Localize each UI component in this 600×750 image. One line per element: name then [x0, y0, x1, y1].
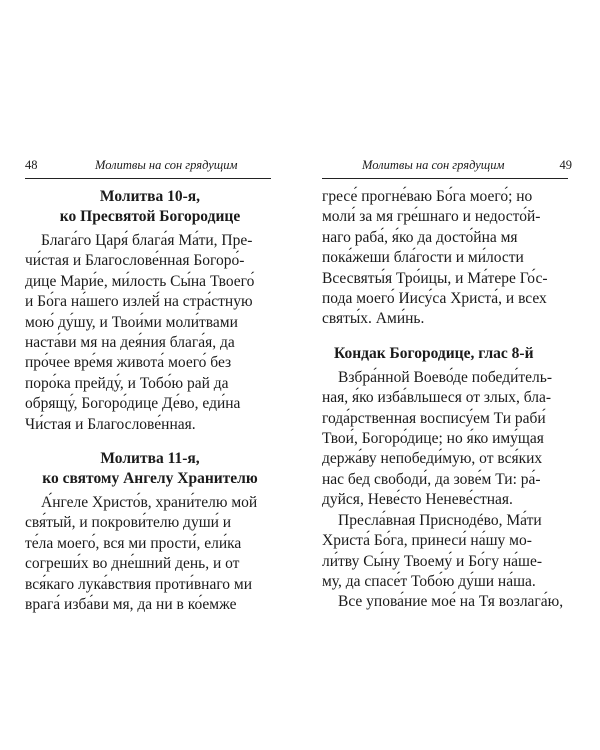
- text-line: пока́жеши бла́гости и ми́лости: [322, 249, 524, 267]
- text-line: мою́ ду́шу, и Твои́ми моли́твами: [25, 313, 238, 331]
- text-line: А́нгеле Христо́в, храни́телю мой: [41, 494, 258, 512]
- text-line: му, да спасе́т Тобо́ю ду́ши на́ша.: [322, 572, 536, 590]
- text-line: врага́ изба́ви мя, да ни в ко́емже: [25, 596, 237, 614]
- right-page-header: [322, 158, 572, 176]
- prayer-11-continuation: [322, 187, 572, 330]
- text-line: Блага́го Царя́ блага́я Ма́ти, Пре-: [41, 232, 253, 249]
- running-title: Молитвы на сон грядущим: [95, 158, 238, 172]
- left-page-content: [25, 187, 275, 616]
- text-line: и Бо́га на́шего излей́ на стра́стную: [25, 293, 253, 311]
- text-line: свя́тый, и покрови́телю души́ и: [25, 514, 232, 532]
- text-line: вся́каго лука́вствия проти́внаго ми: [25, 575, 253, 593]
- text-line: наста́ви мя на дея́ния блага́я, да: [25, 334, 235, 352]
- right-page-content: [322, 187, 572, 613]
- heading-line: Молитва 10-я,: [99, 188, 201, 205]
- kontakion-paragraph-3: [322, 592, 572, 612]
- text-line: держа́ву непобеди́мую, от вся́ких: [322, 450, 543, 468]
- kontakion-heading: [322, 344, 572, 364]
- text-line: Всесвяты́я Тро́ицы, и Ма́тере Го́с-: [322, 269, 548, 287]
- text-line: согреши́х во дне́шний день, и от: [25, 555, 240, 573]
- text-line: наго раба́, я́ко да досто́йна мя: [322, 228, 518, 246]
- text-line: про́чее вре́мя живота́ моего́ без: [25, 354, 232, 372]
- prayer-10-text: [25, 231, 275, 435]
- text-line: пода моего́ Иису́са Христа́, и всех: [322, 290, 547, 308]
- text-line: Взбра́нной Воево́де победи́тель-: [338, 368, 553, 386]
- page-number: 49: [559, 158, 572, 172]
- heading-line: Молитва 11-я,: [100, 450, 200, 468]
- text-line: ли́тву Сы́ну Твоему́ и Бо́гу на́ше-: [322, 552, 543, 570]
- text-line: святы́х. Ами́нь.: [322, 310, 425, 328]
- kontakion-paragraph-2: [322, 511, 572, 593]
- text-line: Твои́, Богоро́дице; но я́ко иму́щая: [322, 430, 544, 448]
- text-line: нас бед свободи́, да зове́м Ти: ра́-: [322, 470, 541, 488]
- text-line: те́ла моего́, вся ми прости́, ели́ка: [25, 534, 242, 552]
- prayer-11-heading: [25, 449, 275, 489]
- kontakion-paragraph-1: [322, 368, 572, 511]
- text-line: Христа́ Бо́га, принеси́ на́шу мо-: [322, 532, 532, 550]
- text-line: Все упова́ние мое́ на Тя возлага́ю,: [338, 593, 564, 611]
- header-rule: [322, 178, 568, 179]
- text-line: чи́стая и Благослове́нная Богоро́-: [25, 252, 245, 270]
- left-page-header: [25, 158, 275, 176]
- prayer-10-heading: [25, 187, 275, 227]
- text-line: года́рственная воспису́ем Ти раби́: [322, 409, 546, 427]
- heading-line: ко святому Ангелу Хранителю: [42, 470, 258, 488]
- heading-line: Кондак Богородице, глас 8-й: [334, 344, 534, 362]
- text-line: поро́ка прейду́, и Тобо́ю рай да: [25, 374, 229, 392]
- text-line: ная, я́ко изба́вльшеся от злых, бла-: [322, 389, 551, 407]
- right-page: [322, 158, 572, 613]
- prayer-11-text: [25, 493, 275, 615]
- text-line: моли́ за мя гре́шнаго и недосто́й-: [322, 208, 541, 226]
- left-page: [25, 158, 275, 616]
- text-line: обрящу́, Богоро́дице Де́во, еди́на: [25, 395, 241, 413]
- text-line: дице Мари́е, ми́лость Сы́на Твоего́: [25, 272, 255, 290]
- header-rule: [25, 178, 271, 179]
- text-line: гресе́ прогне́ваю Бо́га моего́; но: [322, 188, 533, 205]
- heading-line: ко Пресвятой Богородице: [59, 208, 241, 225]
- page-number: 48: [25, 158, 38, 172]
- text-line: Пресла́вная Приснодéво, Ма́ти: [338, 511, 542, 529]
- text-line: Чи́стая и Благослове́нная.: [25, 415, 196, 433]
- text-line: дуйся, Неве́сто Неневе́стная.: [322, 491, 513, 509]
- running-title: Молитвы на сон грядущим: [362, 158, 505, 172]
